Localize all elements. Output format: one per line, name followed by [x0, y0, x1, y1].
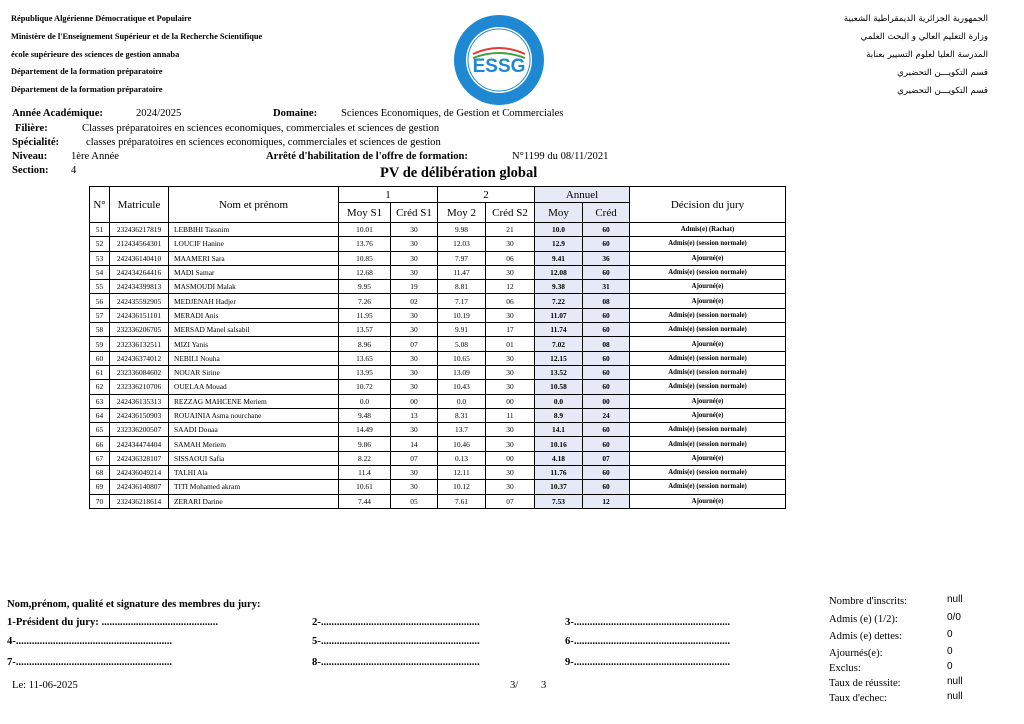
row-decision: Admis(e) (session normale): [630, 380, 786, 394]
header-republic: République Algérienne Démocratique et Populaire: [11, 14, 192, 23]
row-name: MERSAD Manel salsabil: [169, 323, 339, 337]
table-row: [90, 437, 786, 451]
row-num: 57: [90, 308, 110, 322]
row-moy-annuel: 12.9: [535, 237, 583, 251]
header-ministry: Ministère de l'Enseignement Supérieur et de la Recherche Scientifique: [11, 32, 263, 41]
row-cred-s2: 12: [486, 280, 535, 294]
row-decision: Admis(e) (session normale): [630, 237, 786, 251]
table-row: [90, 380, 786, 394]
row-num: 59: [90, 337, 110, 351]
row-cred-annuel: 07: [583, 451, 630, 465]
signature-6: 6-...........................................................: [565, 636, 731, 647]
row-num: 70: [90, 494, 110, 508]
row-moy-annuel: 12.15: [535, 351, 583, 365]
row-name: REZZAG MAHCENE Meriem: [169, 394, 339, 408]
row-cred-s2: 00: [486, 451, 535, 465]
row-moy-annuel: 7.53: [535, 494, 583, 508]
row-decision: Ajourné(e): [630, 494, 786, 508]
header-ministry-ar: وزارة التعليم العالي و البحث العلمي: [860, 32, 988, 42]
row-decision: Admis(e) (session normale): [630, 437, 786, 451]
row-cred-s2: 30: [486, 237, 535, 251]
row-cred-s1: 14: [391, 437, 438, 451]
header-department-ar: قسم التكويـــن التحضيري: [897, 68, 988, 78]
signature-3: 3-...........................................................: [565, 617, 731, 628]
row-matricule: 232336132511: [110, 337, 169, 351]
row-moy-2: 11.47: [438, 265, 486, 279]
row-cred-s2: 06: [486, 251, 535, 265]
signature-8: 8-............................................................: [312, 657, 480, 668]
table-row: [90, 237, 786, 251]
row-decision: Ajourné(e): [630, 408, 786, 422]
table-row: [90, 323, 786, 337]
row-cred-s2: 21: [486, 223, 535, 237]
row-moy-s1: 10.61: [339, 480, 391, 494]
stat-value: null: [947, 676, 963, 687]
stat-label: Ajournés(e):: [829, 648, 883, 659]
row-moy-annuel: 11.74: [535, 323, 583, 337]
row-cred-s1: 30: [391, 380, 438, 394]
header-school-ar: المدرسة العليا لعلوم التسيير بعنابة: [866, 50, 988, 60]
row-moy-annuel: 11.07: [535, 308, 583, 322]
row-moy-2: 7.61: [438, 494, 486, 508]
row-name: TITI Mohamed akram: [169, 480, 339, 494]
row-cred-s2: 17: [486, 323, 535, 337]
row-cred-s1: 02: [391, 294, 438, 308]
row-moy-s1: 10.85: [339, 251, 391, 265]
row-moy-annuel: 0.0: [535, 394, 583, 408]
row-cred-s2: 30: [486, 365, 535, 379]
row-moy-s1: 7.44: [339, 494, 391, 508]
row-matricule: 242436135313: [110, 394, 169, 408]
row-num: 68: [90, 466, 110, 480]
row-moy-s1: 9.86: [339, 437, 391, 451]
row-matricule: 212434564301: [110, 237, 169, 251]
row-decision: Admis(e) (Rachat): [630, 223, 786, 237]
row-moy-s1: 0.0: [339, 394, 391, 408]
row-moy-2: 10.65: [438, 351, 486, 365]
row-moy-s1: 13.65: [339, 351, 391, 365]
row-moy-annuel: 8.9: [535, 408, 583, 422]
row-cred-annuel: 12: [583, 494, 630, 508]
page-total: 3: [541, 680, 547, 691]
row-num: 54: [90, 265, 110, 279]
row-num: 55: [90, 280, 110, 294]
table-row: [90, 451, 786, 465]
annee-value: 2024/2025: [136, 108, 182, 119]
row-cred-s2: 30: [486, 380, 535, 394]
row-cred-s1: 30: [391, 237, 438, 251]
col-nom-header: Nom et prénom: [169, 187, 339, 223]
row-matricule: 232336200507: [110, 423, 169, 437]
row-num: 52: [90, 237, 110, 251]
col-cred-header: Créd: [583, 203, 630, 223]
table-row: [90, 466, 786, 480]
row-moy-s1: 9.95: [339, 280, 391, 294]
row-cred-s2: 30: [486, 466, 535, 480]
stat-label: Taux de réussite:: [829, 678, 901, 689]
stat-label: Nombre d'inscrits:: [829, 596, 908, 607]
stat-value: null: [947, 691, 963, 702]
header-department-ar-2: قسم التكويـــن التحضيري: [897, 86, 988, 96]
row-num: 66: [90, 437, 110, 451]
row-name: SAMAH Meriem: [169, 437, 339, 451]
row-moy-s1: 8.96: [339, 337, 391, 351]
table-row: [90, 494, 786, 508]
row-decision: Admis(e) (session normale): [630, 351, 786, 365]
row-cred-annuel: 00: [583, 394, 630, 408]
row-cred-s2: 06: [486, 294, 535, 308]
row-moy-annuel: 10.37: [535, 480, 583, 494]
row-name: MEDJENAH Hadjer: [169, 294, 339, 308]
row-moy-annuel: 11.76: [535, 466, 583, 480]
row-cred-annuel: 08: [583, 337, 630, 351]
header-department: Département de la formation préparatoire: [11, 67, 163, 76]
row-matricule: 232336084602: [110, 365, 169, 379]
col-decision-header: Décision du jury: [630, 187, 786, 223]
annee-label: Année Académique:: [12, 108, 103, 119]
stat-value: 0/0: [947, 612, 961, 623]
row-name: ZERARI Darine: [169, 494, 339, 508]
row-moy-s1: 8.22: [339, 451, 391, 465]
col-cred-s1-header: Créd S1: [391, 203, 438, 223]
group-1-header: 1: [339, 187, 438, 203]
table-row: [90, 308, 786, 322]
col-num-header: N°: [90, 187, 110, 223]
row-cred-annuel: 60: [583, 323, 630, 337]
row-cred-s1: 00: [391, 394, 438, 408]
row-cred-s1: 30: [391, 365, 438, 379]
row-matricule: 242436150903: [110, 408, 169, 422]
deliberation-table: [89, 186, 786, 509]
row-num: 51: [90, 223, 110, 237]
signature-7: 7-...........................................................: [7, 657, 173, 668]
row-matricule: 242436140807: [110, 480, 169, 494]
row-moy-2: 12.03: [438, 237, 486, 251]
row-decision: Ajourné(e): [630, 251, 786, 265]
row-moy-s1: 9.48: [339, 408, 391, 422]
row-moy-2: 8.81: [438, 280, 486, 294]
row-moy-2: 8.31: [438, 408, 486, 422]
row-name: MIZI Yanis: [169, 337, 339, 351]
table-row: [90, 223, 786, 237]
group-2-header: 2: [438, 187, 535, 203]
row-cred-s1: 30: [391, 423, 438, 437]
row-cred-s1: 19: [391, 280, 438, 294]
row-decision: Admis(e) (session normale): [630, 423, 786, 437]
row-cred-s1: 07: [391, 451, 438, 465]
row-decision: Ajourné(e): [630, 451, 786, 465]
row-cred-s2: 30: [486, 351, 535, 365]
row-moy-annuel: 10.0: [535, 223, 583, 237]
section-label: Section:: [12, 165, 49, 176]
row-cred-annuel: 60: [583, 308, 630, 322]
row-num: 64: [90, 408, 110, 422]
niveau-value: 1ère Année: [71, 151, 119, 162]
arrete-value: N°1199 du 08/11/2021: [512, 151, 609, 162]
row-cred-s1: 30: [391, 466, 438, 480]
row-matricule: 232436218614: [110, 494, 169, 508]
row-moy-s1: 13.95: [339, 365, 391, 379]
row-moy-2: 5.08: [438, 337, 486, 351]
row-moy-2: 10.46: [438, 437, 486, 451]
signature-5: 5-............................................................: [312, 636, 480, 647]
row-num: 63: [90, 394, 110, 408]
row-cred-s1: 30: [391, 351, 438, 365]
table-row: [90, 365, 786, 379]
row-cred-s2: 30: [486, 480, 535, 494]
row-cred-annuel: 60: [583, 223, 630, 237]
signature-9: 9-...........................................................: [565, 657, 731, 668]
row-moy-s1: 12.68: [339, 265, 391, 279]
col-moy-2-header: Moy 2: [438, 203, 486, 223]
row-name: MASMOUDI Malak: [169, 280, 339, 294]
row-moy-2: 10.43: [438, 380, 486, 394]
row-matricule: 232336210706: [110, 380, 169, 394]
stat-label: Admis (e) dettes:: [829, 631, 902, 642]
row-name: SAADI Douaa: [169, 423, 339, 437]
row-decision: Ajourné(e): [630, 394, 786, 408]
filiere-label: Filière:: [15, 123, 48, 134]
row-cred-s1: 30: [391, 223, 438, 237]
table-row: [90, 280, 786, 294]
row-name: SISSAOUI Safia: [169, 451, 339, 465]
signature-4: 4-...........................................................: [7, 636, 173, 647]
row-moy-2: 13.09: [438, 365, 486, 379]
specialite-label: Spécialité:: [12, 137, 60, 148]
section-value: 4: [71, 165, 77, 176]
row-moy-s1: 10.01: [339, 223, 391, 237]
row-name: TALHI Ala: [169, 466, 339, 480]
specialite-value: classes préparatoires en sciences economiques, commerciales et sciences de gestion: [86, 137, 441, 148]
row-moy-annuel: 7.22: [535, 294, 583, 308]
stat-value: 0: [947, 646, 953, 657]
row-name: ROUAINIA Asma nourchane: [169, 408, 339, 422]
row-matricule: 242436151101: [110, 308, 169, 322]
row-moy-2: 12.11: [438, 466, 486, 480]
row-moy-2: 0.13: [438, 451, 486, 465]
row-num: 65: [90, 423, 110, 437]
row-cred-annuel: 60: [583, 365, 630, 379]
row-cred-s1: 30: [391, 265, 438, 279]
row-cred-s1: 13: [391, 408, 438, 422]
row-cred-s1: 30: [391, 308, 438, 322]
row-num: 67: [90, 451, 110, 465]
row-cred-s1: 05: [391, 494, 438, 508]
row-num: 58: [90, 323, 110, 337]
row-name: MERADI Anis: [169, 308, 339, 322]
row-matricule: 242434264416: [110, 265, 169, 279]
row-moy-annuel: 10.16: [535, 437, 583, 451]
row-matricule: 232436217819: [110, 223, 169, 237]
row-matricule: 232336206705: [110, 323, 169, 337]
row-cred-annuel: 60: [583, 351, 630, 365]
row-moy-s1: 14.49: [339, 423, 391, 437]
jury-title: Nom,prénom, qualité et signature des membres du jury:: [7, 599, 261, 610]
row-name: LEBBIHI Tassnim: [169, 223, 339, 237]
row-moy-2: 7.17: [438, 294, 486, 308]
row-cred-annuel: 60: [583, 466, 630, 480]
row-moy-s1: 13.57: [339, 323, 391, 337]
table-row: [90, 480, 786, 494]
row-matricule: 242434399813: [110, 280, 169, 294]
row-decision: Admis(e) (session normale): [630, 480, 786, 494]
row-decision: Ajourné(e): [630, 337, 786, 351]
table-row: [90, 337, 786, 351]
row-decision: Admis(e) (session normale): [630, 323, 786, 337]
stat-label: Taux d'echec:: [829, 693, 887, 704]
group-annuel-header: Annuel: [535, 187, 630, 203]
row-decision: Ajourné(e): [630, 280, 786, 294]
row-name: LOUCIF Hanine: [169, 237, 339, 251]
row-moy-annuel: 13.52: [535, 365, 583, 379]
row-matricule: 242434474404: [110, 437, 169, 451]
row-moy-2: 13.7: [438, 423, 486, 437]
header-school: école supérieure des sciences de gestion annaba: [11, 50, 180, 59]
row-cred-annuel: 60: [583, 237, 630, 251]
row-name: MADI Samar: [169, 265, 339, 279]
row-matricule: 242436328107: [110, 451, 169, 465]
row-moy-2: 9.98: [438, 223, 486, 237]
row-num: 53: [90, 251, 110, 265]
row-cred-annuel: 60: [583, 437, 630, 451]
signature-1: 1-Président du jury: ............................................: [7, 617, 218, 628]
row-moy-annuel: 12.08: [535, 265, 583, 279]
row-matricule: 242436374012: [110, 351, 169, 365]
row-matricule: 242436049214: [110, 466, 169, 480]
col-cred-s2-header: Créd S2: [486, 203, 535, 223]
row-cred-s1: 07: [391, 337, 438, 351]
table-row: [90, 251, 786, 265]
row-moy-s1: 10.72: [339, 380, 391, 394]
row-cred-annuel: 60: [583, 423, 630, 437]
row-num: 62: [90, 380, 110, 394]
row-cred-annuel: 60: [583, 265, 630, 279]
row-name: OUELAA Mouad: [169, 380, 339, 394]
row-cred-annuel: 60: [583, 380, 630, 394]
table-row: [90, 265, 786, 279]
row-cred-s1: 30: [391, 251, 438, 265]
row-cred-s2: 30: [486, 437, 535, 451]
row-cred-annuel: 60: [583, 480, 630, 494]
row-cred-s2: 30: [486, 423, 535, 437]
col-moy-s1-header: Moy S1: [339, 203, 391, 223]
row-cred-s2: 30: [486, 308, 535, 322]
signature-2: 2-............................................................: [312, 617, 480, 628]
row-moy-2: 10.12: [438, 480, 486, 494]
row-moy-annuel: 7.02: [535, 337, 583, 351]
page-title: PV de délibération global: [380, 165, 538, 181]
row-cred-annuel: 36: [583, 251, 630, 265]
document-date: Le: 11-06-2025: [12, 680, 78, 691]
row-cred-annuel: 24: [583, 408, 630, 422]
row-num: 61: [90, 365, 110, 379]
stat-value: null: [947, 594, 963, 605]
row-moy-2: 9.91: [438, 323, 486, 337]
row-moy-annuel: 14.1: [535, 423, 583, 437]
row-moy-annuel: 9.38: [535, 280, 583, 294]
stat-label: Exclus:: [829, 663, 861, 674]
table-row: [90, 351, 786, 365]
row-moy-2: 7.97: [438, 251, 486, 265]
table-row: [90, 423, 786, 437]
col-moy-header: Moy: [535, 203, 583, 223]
row-moy-2: 0.0: [438, 394, 486, 408]
table-row: [90, 408, 786, 422]
stat-value: 0: [947, 629, 953, 640]
header-republic-ar: الجمهورية الجزائرية الديمقراطية الشعبية: [843, 14, 988, 24]
row-num: 60: [90, 351, 110, 365]
filiere-value: Classes préparatoires en sciences economiques, commerciales et sciences de gestion: [82, 123, 440, 134]
row-moy-s1: 11.4: [339, 466, 391, 480]
row-num: 69: [90, 480, 110, 494]
row-decision: Ajourné(e): [630, 294, 786, 308]
arrete-label: Arrêté d'habilitation de l'offre de formation:: [266, 151, 468, 162]
row-cred-s1: 30: [391, 323, 438, 337]
table-row: [90, 394, 786, 408]
row-cred-s2: 00: [486, 394, 535, 408]
domaine-value: Sciences Economiques, de Gestion et Commerciales: [341, 108, 564, 119]
row-matricule: 242435592905: [110, 294, 169, 308]
row-moy-s1: 7.26: [339, 294, 391, 308]
row-cred-s2: 01: [486, 337, 535, 351]
table-row: [90, 294, 786, 308]
header-department-2: Département de la formation préparatoire: [11, 85, 163, 94]
row-cred-s2: 11: [486, 408, 535, 422]
row-name: NEBILI Nouha: [169, 351, 339, 365]
row-decision: Admis(e) (session normale): [630, 308, 786, 322]
stat-value: 0: [947, 661, 953, 672]
niveau-label: Niveau:: [12, 151, 48, 162]
row-moy-2: 10.19: [438, 308, 486, 322]
row-decision: Admis(e) (session normale): [630, 466, 786, 480]
stat-label: Admis (e) (1/2):: [829, 614, 898, 625]
row-moy-s1: 13.76: [339, 237, 391, 251]
row-matricule: 242436140410: [110, 251, 169, 265]
row-decision: Admis(e) (session normale): [630, 365, 786, 379]
row-num: 56: [90, 294, 110, 308]
logo-text: ESSG: [472, 56, 526, 77]
row-name: MAAMERI Sara: [169, 251, 339, 265]
row-moy-annuel: 4.18: [535, 451, 583, 465]
row-cred-s2: 30: [486, 265, 535, 279]
page-current: 3/: [510, 680, 519, 691]
row-moy-s1: 11.95: [339, 308, 391, 322]
school-logo: [453, 14, 545, 106]
row-cred-annuel: 31: [583, 280, 630, 294]
col-matricule-header: Matricule: [110, 187, 169, 223]
row-moy-annuel: 10.58: [535, 380, 583, 394]
row-moy-annuel: 9.41: [535, 251, 583, 265]
row-cred-s2: 07: [486, 494, 535, 508]
domaine-label: Domaine:: [273, 108, 318, 119]
row-name: NOUAR Sirine: [169, 365, 339, 379]
row-decision: Admis(e) (session normale): [630, 265, 786, 279]
row-cred-annuel: 08: [583, 294, 630, 308]
row-cred-s1: 30: [391, 480, 438, 494]
